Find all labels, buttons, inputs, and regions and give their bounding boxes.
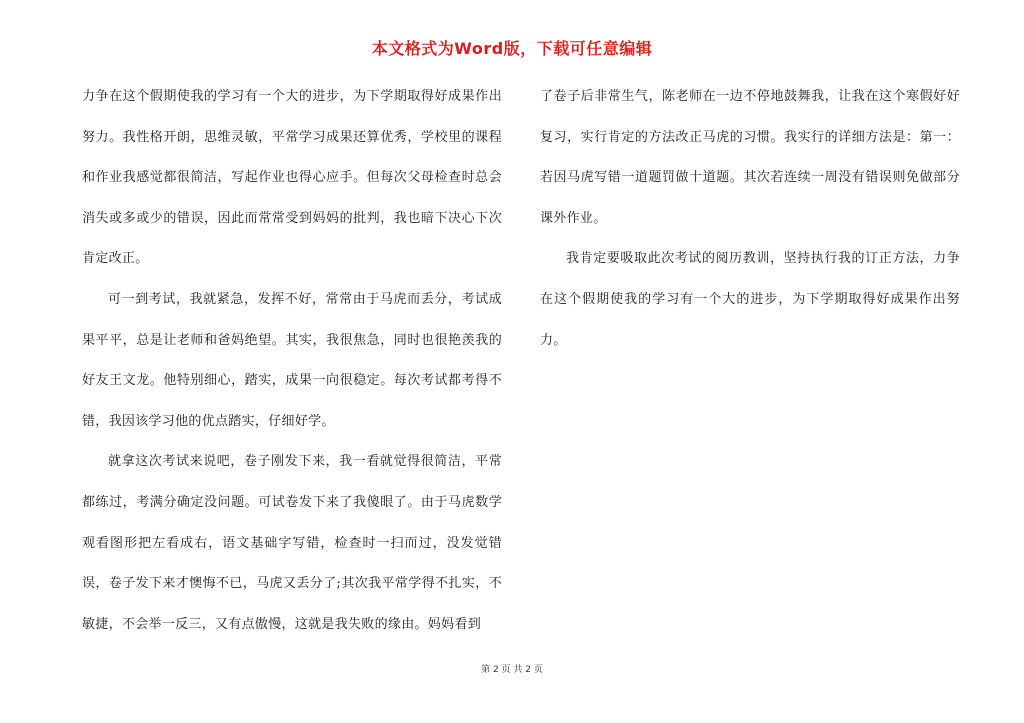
left-column	[82, 77, 502, 645]
paragraph: 力争在这个假期使我的学习有一个大的进步，为下学期取得好成果作出努力。我性格开朗，思维灵敏，平常学习成果还算优秀，学校里的课程和作业我感觉都很简洁，写起作业也得心应手。但每次父母检查时总会消失或多或少的错误，因此而常常受到妈妈的批判，我也暗下决心下次肯定改正。	[82, 89, 502, 267]
document-banner: 本文格式为Word版，下载可任意编辑	[371, 39, 653, 58]
right-column	[540, 77, 960, 361]
page-number: 第 2 页 共 2 页	[481, 665, 543, 675]
paragraph: 了卷子后非常生气，陈老师在一边不停地鼓舞我，让我在这个寒假好好复习，实行肯定的方法改正马虎的习惯。我实行的详细方法是：第一：若因马虎写错一道题罚做十道题。其次若连续一周没有错误则免做部分课外作业。	[540, 89, 960, 226]
paragraph: 我肯定要吸取此次考试的阅历教训，坚持执行我的订正方法，力争在这个假期使我的学习有一个大的进步，为下学期取得好成果作出努力。	[540, 251, 960, 348]
paragraph: 就拿这次考试来说吧，卷子刚发下来，我一看就觉得很简洁，平常都练过，考满分确定没问题。可试卷发下来了我傻眼了。由于马虎数学观看图形把左看成右，语文基础字写错，检查时一扫而过，没发觉错误，卷子发下来才懊悔不已，马虎又丢分了;其次我平常学得不扎实，不敏捷，不会举一反三，又有点傲慢，这就是我失败的缘由。妈妈看到	[82, 454, 502, 632]
paragraph: 可一到考试，我就紧急，发挥不好，常常由于马虎而丢分，考试成果平平，总是让老师和爸妈绝望。其实，我很焦急，同时也很艳羡我的好友王文龙。他特别细心，踏实，成果一向很稳定。每次考试都考得不错，我因该学习他的优点踏实，仔细好学。	[82, 291, 502, 429]
